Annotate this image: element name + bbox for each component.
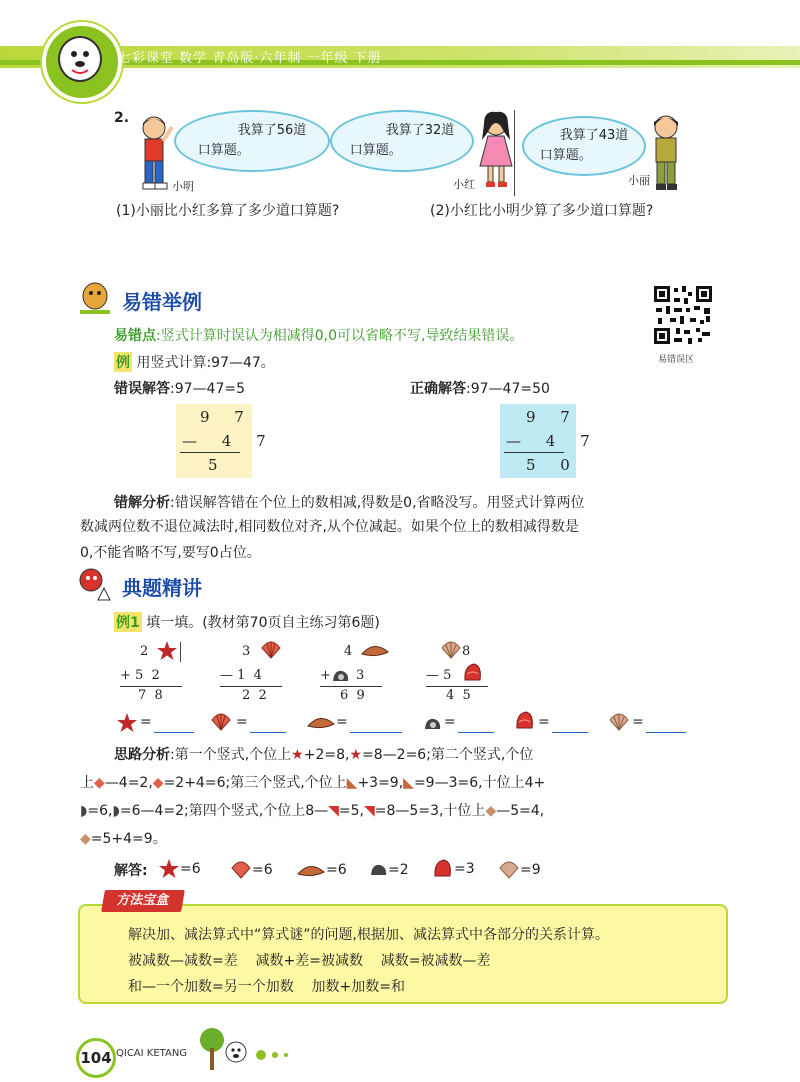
speech-bubble-xiaoming [174, 110, 330, 172]
speech-line: 口算题。 [197, 143, 250, 158]
calc-top: 9 7 [526, 408, 580, 426]
decorative-dot [284, 1053, 288, 1057]
wrong-equation: :97—47=5 [170, 381, 245, 397]
method-line-2: 被减数—减数=差 减数+差=被减数 减数=被减数—差 [128, 953, 491, 969]
answer-item [230, 860, 273, 880]
problem-number: 2. [114, 110, 130, 126]
calc-result: 5 [208, 456, 228, 474]
analysis-text: +2=8, [303, 747, 350, 763]
scallop-shell-icon [230, 860, 252, 880]
calc2-top-digit: 3 [242, 644, 251, 659]
equals-sign: = [538, 714, 550, 730]
round-shell-icon [498, 860, 520, 880]
example1-line [114, 612, 380, 632]
scallop-shell-icon [260, 640, 282, 664]
conch-shell-icon [360, 642, 390, 662]
answer-label: 解答: [114, 863, 148, 879]
typical-analysis-line3 [80, 800, 544, 820]
answer-value: =2 [388, 862, 409, 878]
calc-line [504, 452, 564, 453]
answer-value: =9 [520, 862, 541, 878]
scallop-shell-icon [210, 712, 232, 736]
conch-shell-icon: ◣ [403, 775, 414, 791]
calc2-mid: — 1 4 [220, 668, 262, 683]
example-line [114, 352, 275, 372]
kid-name-xiaoming: 小明 [172, 180, 194, 193]
star-icon [116, 712, 138, 738]
calc-top: 9 7 [200, 408, 254, 426]
round-shell-icon [608, 712, 630, 736]
mistake-point-text: :竖式计算时误认为相减得0,0可以省略不写,导致结果错误。 [156, 328, 524, 344]
question-1: (1)小丽比小红多算了多少道口算题? [116, 203, 340, 219]
equals-sign: = [236, 714, 248, 730]
speech-line: 口算题。 [349, 143, 402, 158]
mascot-face-icon [58, 36, 102, 82]
analysis-text: —5=4, [496, 803, 545, 819]
answer-value: =6 [180, 861, 201, 877]
analysis-label: 思路分析 [114, 747, 170, 763]
answer-blank[interactable] [458, 732, 494, 733]
calc-line [180, 452, 240, 453]
error-analysis [114, 490, 734, 516]
star-icon [156, 640, 178, 666]
calc4-top-digit: 8 [462, 644, 471, 659]
mistakes-mascot-icon [76, 280, 112, 316]
right-equation: :97—47=50 [466, 381, 550, 397]
star-icon: ★ [291, 747, 304, 763]
analysis-text: =9—3=6,十位上4+ [413, 775, 546, 791]
method-line-3: 和—一个加数=另一个加数 加数+加数=和 [128, 979, 405, 995]
speech-bubble-xiaoli [522, 116, 646, 176]
method-line-1: 解决加、减法算式中“算式谜”的问题,根据加、减法算式中各部分的关系计算。 [128, 927, 609, 943]
calc1-top-digit: 2 [140, 644, 149, 659]
answer-blank[interactable] [154, 732, 194, 733]
calc-result: 5 0 [526, 456, 580, 474]
boy-xiaoming-illustration [136, 115, 174, 197]
header-title: 七彩课堂 数学 青岛版·六年制 一年级 下册 [118, 51, 382, 66]
answer-item [370, 862, 409, 878]
girl-xiaoli-illustration [648, 114, 684, 200]
red-shell-icon: ◥ [364, 803, 375, 819]
typical-analysis-line2 [80, 772, 545, 792]
section-title-typical: 典题精讲 [122, 576, 202, 600]
speech-line: 我算了56道 [237, 123, 307, 138]
example1-tag: 例1 [114, 612, 142, 632]
speech-line: 口算题。 [539, 148, 592, 163]
analysis-text: =2+4=6;第三个竖式,个位上 [163, 775, 347, 791]
analysis-text: =5, [338, 803, 365, 819]
calc3-op: + [320, 668, 331, 683]
snail-shell-icon: ◗ [112, 803, 120, 819]
qr-code-icon[interactable] [652, 284, 714, 346]
snail-shell-icon [370, 863, 388, 877]
right-label: 正确解答 [410, 381, 466, 397]
conch-shell-icon [296, 862, 326, 878]
calc-mid: — 4 7 [182, 432, 276, 450]
calc-line [426, 686, 488, 687]
tree-mascot-icon [198, 1026, 254, 1078]
typical-mascot-icon [76, 566, 112, 602]
analysis-text: =5+4=9。 [90, 831, 167, 847]
answer-blank[interactable] [350, 732, 402, 733]
answer-value: =6 [252, 862, 273, 878]
calc2-result: 2 2 [242, 688, 267, 703]
speech-bubble-xiaohong [330, 110, 474, 172]
analysis-line-2: 数减两位数不退位减法时,相同数位对齐,从个位减起。如果个位上的数相减得数是 [80, 519, 579, 535]
qr-caption: 易错误区 [658, 355, 695, 365]
analysis-line-3: 0,不能省略不写,要写0占位。 [80, 545, 261, 561]
snail-shell-icon [332, 668, 350, 687]
scallop-shell-icon: ◆ [152, 775, 164, 791]
red-shell-icon [514, 710, 536, 736]
analysis-text: +3=9, [357, 775, 404, 791]
divider-line [514, 110, 515, 196]
round-shell-icon: ◆ [485, 803, 497, 819]
calc3-top-digit: 4 [344, 644, 353, 659]
speech-line: 我算了32道 [385, 123, 455, 138]
kid-name-xiaoli: 小丽 [628, 174, 650, 187]
section-title-mistakes: 易错举例 [122, 290, 202, 314]
red-shell-icon [462, 662, 484, 688]
equals-sign: = [336, 714, 348, 730]
answer-value: =6 [326, 862, 347, 878]
round-shell-icon: ◆ [80, 831, 91, 847]
answer-item [158, 858, 201, 880]
speech-line: 我算了43道 [559, 128, 629, 143]
star-icon [158, 858, 180, 880]
conch-shell-icon [306, 714, 336, 734]
cursor-bar [180, 642, 181, 662]
analysis-text: =8—5=3,十位上 [374, 803, 486, 819]
analysis-text: =8—2=6;第二个竖式,个位 [362, 747, 534, 763]
answer-item [432, 858, 475, 880]
red-shell-icon [432, 858, 454, 880]
conch-shell-icon: ◣ [346, 775, 358, 791]
answer-item [498, 860, 541, 880]
mistake-point-label: 易错点 [114, 328, 156, 344]
analysis-text: :错误解答错在个位上的数相减,得数是0,省略没写。用竖式计算两位 [170, 495, 585, 511]
calc4-result: 4 5 [446, 688, 471, 703]
example-tag: 例 [114, 352, 132, 372]
example1-text: 填一填。(教材第70页自主练习第6题) [146, 615, 380, 631]
calc4-mid-op: — 5 [426, 668, 452, 683]
analysis-text: =6, [87, 803, 113, 819]
equals-sign: = [444, 714, 456, 730]
page-number: 104 [76, 1038, 116, 1078]
answer-item [296, 862, 347, 878]
girl-xiaohong-illustration [476, 110, 516, 194]
analysis-text: :第一个竖式,个位上 [170, 747, 292, 763]
scallop-shell-icon: ◆ [94, 775, 105, 791]
answer-blank[interactable] [250, 732, 286, 733]
typical-analysis-line1 [114, 744, 533, 764]
calc-mid: — 4 7 [506, 432, 600, 450]
example-text: 用竖式计算:97—47。 [136, 355, 275, 371]
calc1-mid: + 5 2 [120, 668, 160, 683]
decorative-dot [256, 1050, 266, 1060]
method-box-tag: 方法宝盒 [101, 890, 185, 912]
analysis-label: 错解分析 [114, 495, 170, 511]
kid-name-xiaohong: 小红 [453, 178, 475, 191]
wrong-label: 错误解答 [114, 381, 170, 397]
wrong-answer-line [114, 378, 245, 398]
calc-line [320, 686, 382, 687]
calc-line [220, 686, 282, 687]
round-shell-icon [440, 640, 462, 664]
analysis-text: —4=2, [104, 775, 153, 791]
analysis-text: 上 [80, 775, 94, 791]
equals-sign: = [140, 714, 152, 730]
question-2: (2)小红比小明少算了多少道口算题? [430, 203, 654, 219]
snail-shell-icon [424, 716, 442, 735]
mistake-point [114, 325, 523, 345]
equals-sign: = [632, 714, 644, 730]
answer-value: =3 [454, 861, 475, 877]
right-answer-line [410, 378, 550, 398]
decorative-dot [272, 1052, 278, 1058]
answer-blank[interactable] [552, 732, 588, 733]
typical-analysis-line4 [80, 828, 167, 848]
answer-blank[interactable] [646, 732, 686, 733]
calc3-result: 6 9 [340, 688, 365, 703]
footer-brand: QICAI KETANG [116, 1048, 188, 1059]
snail-shell-icon: ◗ [80, 803, 88, 819]
calc1-result: 7 8 [138, 688, 163, 703]
calc3-mid-digit: 3 [356, 668, 365, 683]
calc-line [120, 686, 182, 687]
red-shell-icon: ◥ [328, 803, 339, 819]
answer-label-text: 解答 [114, 863, 142, 879]
star-icon: ★ [349, 747, 363, 763]
analysis-text: =6—4=2;第四个竖式,个位上8— [119, 803, 329, 819]
